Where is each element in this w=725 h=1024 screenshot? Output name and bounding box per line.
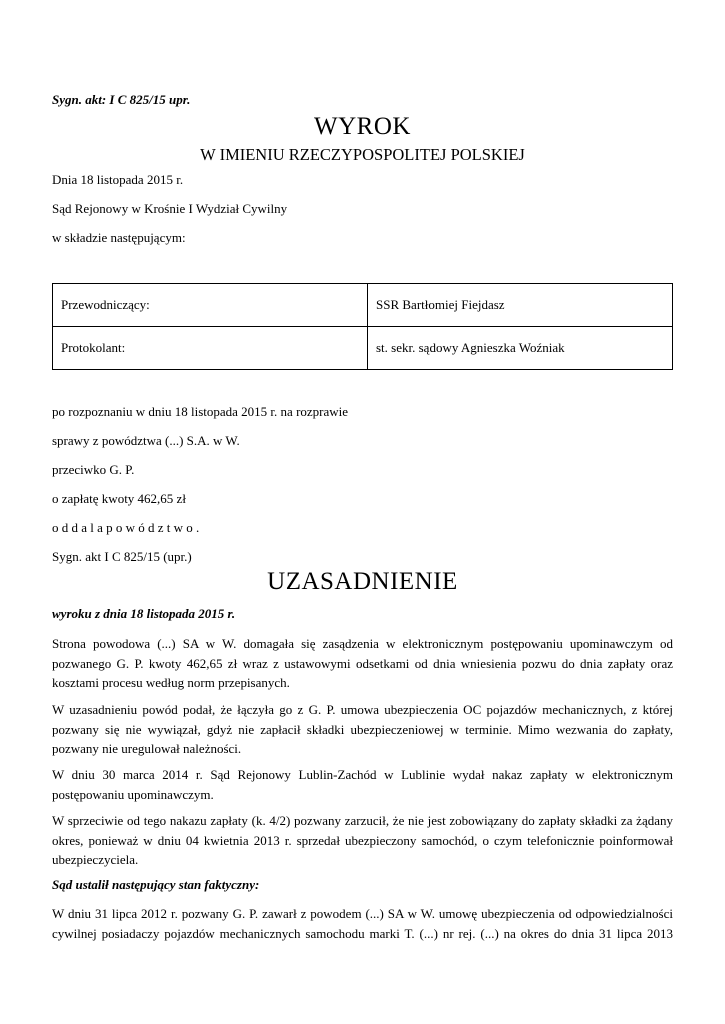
- composition-table: [52, 283, 673, 370]
- justification-paragraph-4: W sprzeciwie od tego nakazu zapłaty (k. 4/2) pozwany zarzucił, że nie jest zobowiązany do zapłaty składki za żądany okres, ponieważ w dniu 04 kwietnia 2013 r. sprzedał ubezpieczony samochód, o czym telefonicznie poinformował ubezpieczyciela.: [52, 813, 673, 867]
- case-signature: Sygn. akt: I C 825/15 upr.: [52, 92, 191, 107]
- table-row: [53, 284, 673, 327]
- verdict-line-amount: o zapłatę kwoty 462,65 zł: [52, 491, 186, 506]
- table-cell-name: SSR Bartłomiej Fiejdasz: [368, 284, 673, 327]
- court-name: Sąd Rejonowy w Krośnie I Wydział Cywilny: [52, 201, 288, 216]
- table-row: [53, 327, 673, 370]
- judgment-date: Dnia 18 listopada 2015 r.: [52, 172, 184, 187]
- justification-paragraph-1: Strona powodowa (...) SA w W. domagała się zasądzenia w elektronicznym postępowaniu upominawczym od pozwanego G. P. kwoty 462,65 zł wraz z ustawowymi odsetkami od dnia wniesienia pozwu do dnia zapłaty oraz kosztami procesu według norm przepisanych.: [52, 636, 673, 690]
- document-title: WYROK: [314, 113, 411, 140]
- facts-heading: Sąd ustalił następujący stan faktyczny:: [52, 877, 260, 892]
- justification-subtitle: wyroku z dnia 18 listopada 2015 r.: [52, 606, 236, 621]
- verdict-line-hearing: po rozpoznaniu w dniu 18 listopada 2015 r. na rozprawie: [52, 404, 349, 419]
- table-cell-name: st. sekr. sądowy Agnieszka Woźniak: [368, 327, 673, 370]
- table-cell-role: Przewodniczący:: [53, 284, 368, 327]
- verdict-line-signature: Sygn. akt I C 825/15 (upr.): [52, 549, 192, 564]
- justification-paragraph-2: W uzasadnieniu powód podał, że łączyła go z G. P. umowa ubezpieczenia OC pojazdów mechanicznych, z której pozwany się nie wywiązał, gdyż nie zapłacił składki ubezpieczeniowej w terminie. Mimo wezwania do zapłaty, pozwany nie uregulował należności.: [52, 702, 673, 756]
- justification-title: UZASADNIENIE: [267, 568, 458, 595]
- justification-paragraph-3: W dniu 30 marca 2014 r. Sąd Rejonowy Lublin-Zachód w Lublinie wydał nakaz zapłaty w elektronicznym postępowaniu upominawczym.: [52, 767, 673, 802]
- verdict-line-plaintiff: sprawy z powództwa (...) S.A. w W.: [52, 433, 240, 448]
- justification-paragraph-5: W dniu 31 lipca 2012 r. pozwany G. P. zawarł z powodem (...) SA w W. umowę ubezpieczenia od odpowiedzialności cywilnej posiadaczy pojazdów mechanicznych samochodu marki T. (...) nr rej. (...) na okres do dnia 31 lipca 2013: [52, 906, 673, 941]
- document-subtitle: W IMIENIU RZECZYPOSPOLITEJ POLSKIEJ: [200, 145, 525, 164]
- verdict-line-dismissal: o d d a l a p o w ó d z t w o .: [52, 520, 200, 535]
- verdict-line-defendant: przeciwko G. P.: [52, 462, 135, 477]
- composition-label: w składzie następującym:: [52, 230, 186, 245]
- table-cell-role: Protokolant:: [53, 327, 368, 370]
